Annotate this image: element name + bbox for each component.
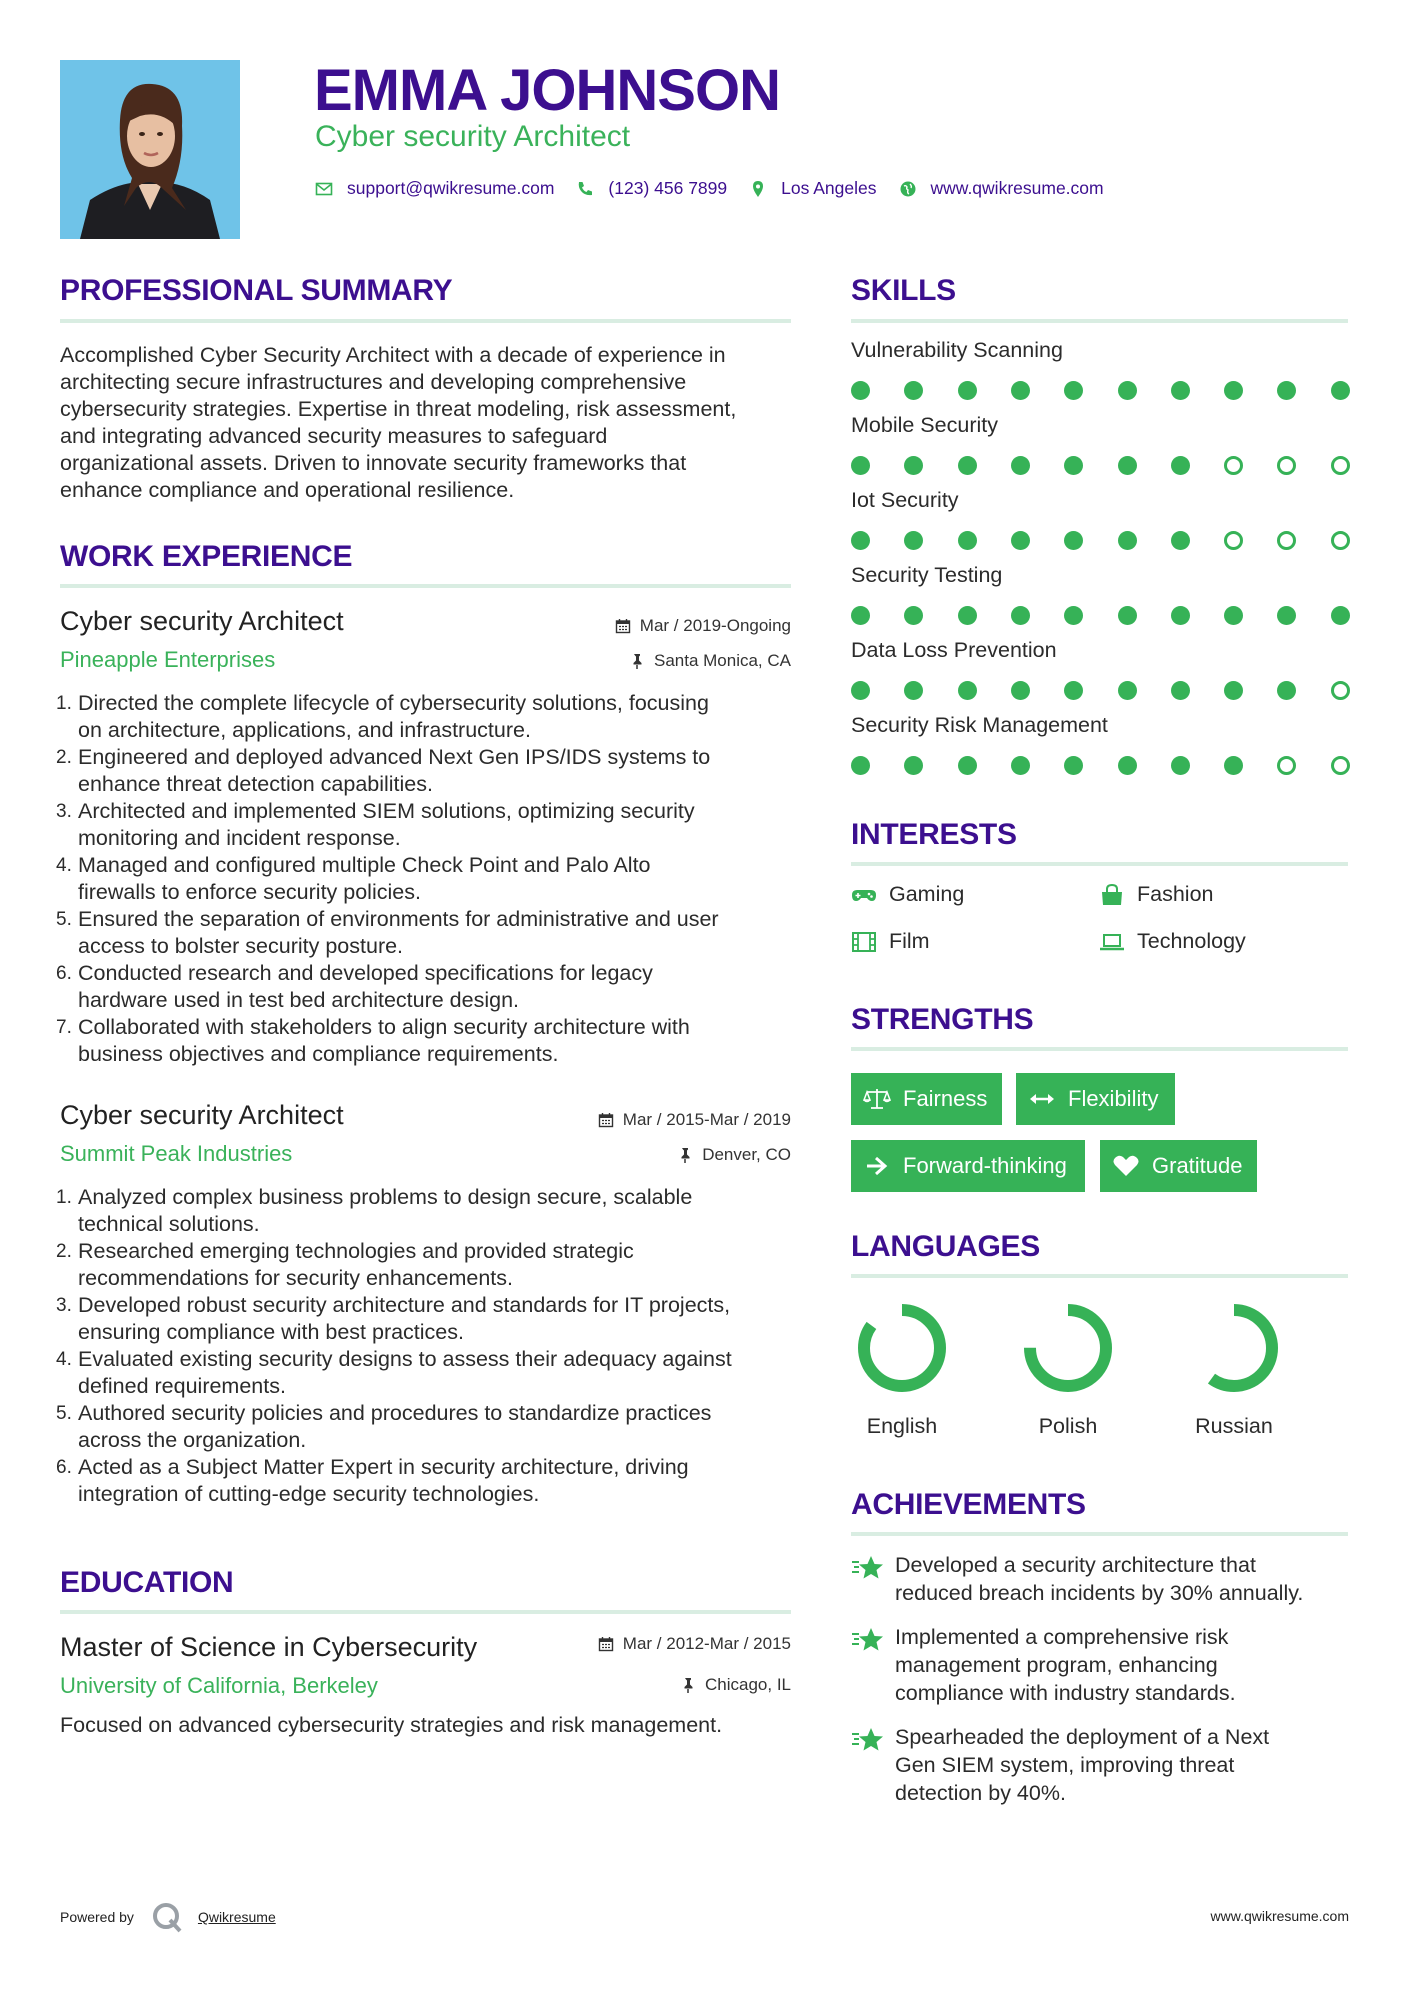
rating-dot-filled	[904, 456, 923, 475]
star-badge-icon	[851, 1553, 885, 1583]
list-item: 2. Researched emerging technologies and provided strategic recommendations for security enhancements.	[56, 1239, 634, 1290]
film-icon	[851, 931, 877, 953]
job-location-text: Denver, CO	[702, 1145, 791, 1164]
rating-dot-filled	[904, 756, 923, 775]
rating-dot-filled	[1118, 381, 1137, 400]
rating-dot-filled	[1224, 681, 1243, 700]
calendar-icon	[615, 618, 631, 634]
summary-heading: PROFESSIONAL SUMMARY	[60, 274, 453, 307]
phone-icon	[576, 180, 594, 198]
rating-dot-filled	[1118, 756, 1137, 775]
rating-dot-filled	[1171, 531, 1190, 550]
gamepad-icon	[851, 884, 877, 906]
summary-line: cybersecurity strategies. Expertise in threat modeling, risk assessment,	[60, 397, 737, 421]
list-item: 1. Directed the complete lifecycle of cybersecurity solutions, focusing on architecture, applications, and infrastructure.	[56, 691, 709, 742]
skill-rating	[851, 681, 1351, 701]
rating-dot-filled	[1011, 606, 1030, 625]
rating-dot-filled	[958, 531, 977, 550]
globe-icon	[899, 180, 917, 198]
rating-dot-filled	[1118, 681, 1137, 700]
list-item: 4. Evaluated existing security designs to assess their adequacy against defined requirements.	[56, 1347, 732, 1398]
rating-dot-filled	[1011, 456, 1030, 475]
rating-dot-filled	[1064, 606, 1083, 625]
rating-dot-filled	[958, 381, 977, 400]
list-item: 5. Ensured the separation of environments for administrative and user access to bolster security posture.	[56, 907, 719, 958]
rating-dot-empty	[1277, 456, 1296, 475]
interests-divider	[851, 862, 1348, 866]
rating-dot-filled	[958, 456, 977, 475]
rating-dot-filled	[1224, 756, 1243, 775]
languages-divider	[851, 1274, 1348, 1278]
skill-name: Security Testing	[851, 563, 1003, 587]
rating-dot-filled	[904, 606, 923, 625]
job-location	[629, 651, 791, 671]
summary-line: enhance compliance and operational resilience.	[60, 478, 515, 502]
job-company: Pineapple Enterprises	[60, 647, 276, 672]
education-dates	[598, 1634, 791, 1654]
rating-dot-filled	[1118, 531, 1137, 550]
achievements-divider	[851, 1532, 1348, 1536]
summary-text	[60, 342, 795, 504]
job-dates-text: Mar / 2019-Ongoing	[639, 616, 791, 635]
rating-dot-filled	[1224, 606, 1243, 625]
rating-dot-filled	[904, 381, 923, 400]
skill-name: Iot Security	[851, 488, 959, 512]
contact-email[interactable]	[315, 178, 554, 199]
rating-dot-filled	[851, 456, 870, 475]
language-level-arc	[864, 1310, 940, 1386]
job-location-text: Santa Monica, CA	[653, 651, 791, 670]
rating-dot-filled	[904, 531, 923, 550]
skill-name: Vulnerability Scanning	[851, 338, 1063, 362]
strengths-heading: STRENGTHS	[851, 1003, 1034, 1036]
rating-dot-empty	[1277, 756, 1296, 775]
rating-dot-filled	[1064, 531, 1083, 550]
pushpin-icon	[629, 653, 645, 669]
list-item: 4. Managed and configured multiple Check Point and Palo Alto firewalls to enforce security policies.	[56, 853, 651, 904]
education-divider	[60, 1610, 791, 1614]
job-title: Cyber security Architect	[60, 606, 344, 636]
envelope-icon	[315, 180, 333, 198]
rating-dot-empty	[1277, 531, 1296, 550]
qwikresume-link[interactable]: Qwikresume	[197, 1909, 276, 1925]
contact-website[interactable]	[899, 178, 1104, 199]
rating-dot-filled	[1277, 381, 1296, 400]
work-heading: WORK EXPERIENCE	[60, 540, 353, 573]
interest-item-gaming: Gaming	[851, 882, 964, 907]
heart-icon	[1112, 1154, 1140, 1178]
profile-photo	[60, 60, 240, 239]
rating-dot-filled	[1064, 381, 1083, 400]
summary-divider	[60, 319, 791, 323]
arrow-right-icon	[863, 1154, 891, 1178]
education-dates-text: Mar / 2012-Mar / 2015	[622, 1634, 791, 1653]
rating-dot-filled	[1277, 681, 1296, 700]
skills-heading: SKILLS	[851, 274, 956, 307]
email-text: support@qwikresume.com	[347, 178, 555, 198]
contact-bar	[315, 178, 1126, 199]
summary-line: organizational assets. Driven to innovate security frameworks that	[60, 451, 687, 475]
job-location	[677, 1145, 791, 1165]
rating-dot-empty	[1331, 756, 1350, 775]
job-dates	[598, 1110, 791, 1130]
rating-dot-filled	[1011, 756, 1030, 775]
interests-heading: INTERESTS	[851, 818, 1017, 851]
candidate-name: EMMA JOHNSON	[314, 58, 780, 123]
calendar-icon	[598, 1112, 614, 1128]
language-level-arc	[1196, 1310, 1272, 1386]
rating-dot-filled	[1011, 381, 1030, 400]
education-description: Focused on advanced cybersecurity strategies and risk management.	[60, 1713, 723, 1737]
degree-title: Master of Science in Cybersecurity	[60, 1632, 478, 1662]
star-badge-icon	[851, 1625, 885, 1655]
job-bullets	[56, 690, 800, 1068]
work-divider	[60, 584, 791, 588]
achievement-item: Implemented a comprehensive risk management program, enhancing compliance with industry standards.	[851, 1623, 1351, 1707]
education-location-text: Chicago, IL	[705, 1675, 791, 1694]
skills-divider	[851, 319, 1348, 323]
strengths-divider	[851, 1047, 1348, 1051]
list-item: 3. Architected and implemented SIEM solutions, optimizing security monitoring and incident response.	[56, 799, 695, 850]
rating-dot-filled	[851, 606, 870, 625]
rating-dot-filled	[958, 606, 977, 625]
arrows-horizontal-icon	[1028, 1087, 1056, 1111]
rating-dot-filled	[1011, 531, 1030, 550]
list-item: 6. Acted as a Subject Matter Expert in security architecture, driving integration of cutting-edge security technologies.	[56, 1455, 689, 1506]
list-item: 3. Developed robust security architecture and standards for IT projects, ensuring compliance with best practices.	[56, 1293, 731, 1344]
rating-dot-filled	[1171, 756, 1190, 775]
job-title: Cyber security Architect	[60, 1100, 344, 1130]
list-item: 6. Conducted research and developed specifications for legacy hardware used in test bed architecture design.	[56, 961, 653, 1012]
language-name: Polish	[1038, 1414, 1098, 1438]
calendar-icon	[598, 1636, 614, 1652]
skill-rating	[851, 531, 1351, 551]
pushpin-icon	[680, 1677, 696, 1693]
language-name: English	[866, 1414, 938, 1438]
phone-text: (123) 456 7899	[608, 178, 728, 198]
job-bullets	[56, 1184, 800, 1508]
rating-dot-filled	[1064, 456, 1083, 475]
rating-dot-empty	[1224, 531, 1243, 550]
star-badge-icon	[851, 1725, 885, 1755]
rating-dot-empty	[1224, 456, 1243, 475]
skill-rating	[851, 756, 1351, 776]
footer-url[interactable]: www.qwikresume.com	[1210, 1908, 1349, 1924]
strength-tag-fairness: Fairness	[851, 1073, 1002, 1125]
list-item: 5. Authored security policies and procedures to standardize practices across the organization.	[56, 1401, 712, 1452]
language-level-arc	[1030, 1310, 1106, 1386]
skill-rating	[851, 606, 1351, 626]
summary-line: architecting secure infrastructures and developing comprehensive	[60, 370, 687, 394]
job-company: Summit Peak Industries	[60, 1141, 293, 1166]
rating-dot-filled	[1011, 681, 1030, 700]
rating-dot-filled	[851, 381, 870, 400]
footer-powered-by: Powered by Qwikresume	[60, 1900, 276, 1934]
list-item: 7. Collaborated with stakeholders to align security architecture with business objectives and compliance requirements.	[56, 1015, 690, 1066]
rating-dot-empty	[1331, 681, 1350, 700]
language-level-ring	[1022, 1302, 1114, 1394]
rating-dot-filled	[1118, 456, 1137, 475]
interest-item-film: Film	[851, 929, 930, 954]
rating-dot-filled	[1064, 756, 1083, 775]
rating-dot-filled	[1277, 606, 1296, 625]
contact-location	[749, 178, 876, 199]
rating-dot-filled	[1118, 606, 1137, 625]
language-name: Russian	[1195, 1414, 1273, 1438]
education-location	[680, 1675, 791, 1695]
summary-line: Accomplished Cyber Security Architect with a decade of experience in	[60, 343, 726, 367]
rating-dot-filled	[1171, 456, 1190, 475]
contact-phone[interactable]	[576, 178, 727, 199]
pushpin-icon	[677, 1147, 693, 1163]
achievement-item: Spearheaded the deployment of a Next Gen SIEM system, improving threat detection by 40%.	[851, 1723, 1351, 1807]
school-name: University of California, Berkeley	[60, 1673, 378, 1698]
rating-dot-filled	[904, 681, 923, 700]
rating-dot-empty	[1331, 531, 1350, 550]
candidate-role: Cyber security Architect	[315, 120, 631, 153]
rating-dot-filled	[958, 681, 977, 700]
rating-dot-filled	[1171, 381, 1190, 400]
rating-dot-filled	[1064, 681, 1083, 700]
strength-tag-flexibility: Flexibility	[1016, 1073, 1175, 1125]
rating-dot-empty	[1331, 456, 1350, 475]
languages-heading: LANGUAGES	[851, 1230, 1040, 1263]
achievements-heading: ACHIEVEMENTS	[851, 1488, 1086, 1521]
rating-dot-filled	[958, 756, 977, 775]
skill-name: Data Loss Prevention	[851, 638, 1057, 662]
rating-dot-filled	[851, 681, 870, 700]
rating-dot-filled	[1331, 381, 1350, 400]
location-text: Los Angeles	[781, 178, 877, 198]
qwikresume-logo-icon	[150, 1900, 184, 1934]
rating-dot-filled	[1171, 606, 1190, 625]
strength-tag-gratitude: Gratitude	[1100, 1140, 1257, 1192]
skill-rating	[851, 456, 1351, 476]
rating-dot-filled	[851, 531, 870, 550]
skill-rating	[851, 381, 1351, 401]
rating-dot-filled	[1171, 681, 1190, 700]
interest-item-technology: Technology	[1099, 929, 1246, 954]
website-text: www.qwikresume.com	[930, 178, 1104, 198]
map-marker-icon	[749, 180, 767, 198]
interest-item-fashion: Fashion	[1099, 882, 1214, 907]
laptop-icon	[1099, 931, 1125, 953]
language-level-ring	[856, 1302, 948, 1394]
skill-name: Security Risk Management	[851, 713, 1108, 737]
balance-scale-icon	[863, 1087, 891, 1111]
strength-tag-forward-thinking: Forward-thinking	[851, 1140, 1085, 1192]
summary-line: and integrating advanced security measures to safeguard	[60, 424, 608, 448]
achievement-item: Developed a security architecture that reduced breach incidents by 30% annually.	[851, 1551, 1351, 1607]
job-dates-text: Mar / 2015-Mar / 2019	[622, 1110, 791, 1129]
rating-dot-filled	[851, 756, 870, 775]
shopping-bag-icon	[1099, 884, 1125, 906]
list-item: 2. Engineered and deployed advanced Next Gen IPS/IDS systems to enhance threat detection capabilities.	[56, 745, 711, 796]
language-level-ring	[1188, 1302, 1280, 1394]
rating-dot-filled	[1331, 606, 1350, 625]
list-item: 1. Analyzed complex business problems to design secure, scalable technical solutions.	[56, 1185, 693, 1236]
skill-name: Mobile Security	[851, 413, 998, 437]
job-dates	[615, 616, 791, 636]
rating-dot-filled	[1224, 381, 1243, 400]
education-heading: EDUCATION	[60, 1566, 234, 1599]
